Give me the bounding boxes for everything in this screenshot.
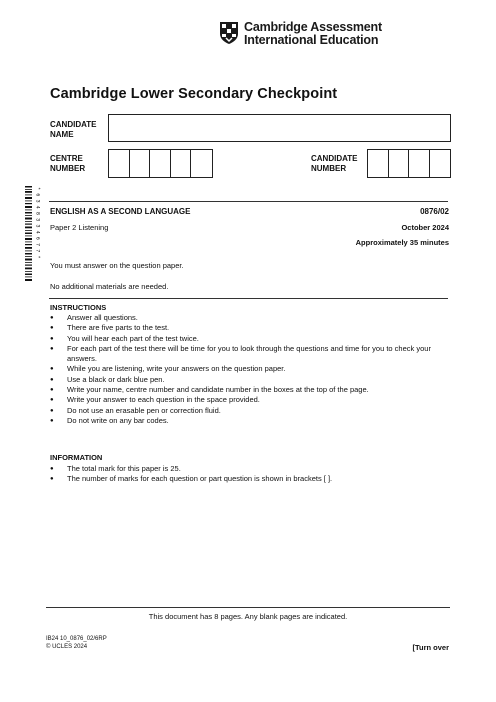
barcode-number: * 6 3 4 8 3 3 4 6 7 7 * — [34, 187, 41, 259]
document-ref: IB24 10_0876_02/6RP — [46, 636, 107, 642]
information-list — [50, 464, 435, 485]
centre-number-label: CENTRE NUMBER — [50, 154, 86, 173]
instruction-item: ● Do not write on any bar codes. — [50, 416, 435, 426]
divider-footer — [46, 607, 450, 608]
logo-line-1: Cambridge Assessment — [244, 20, 382, 34]
centre-number-boxes[interactable] — [108, 149, 213, 178]
information-item: ● The number of marks for each question or part question is shown in brackets [ ]. — [50, 474, 435, 484]
centre-number-box[interactable] — [130, 150, 151, 177]
answer-on-paper-note: You must answer on the question paper. — [50, 261, 184, 270]
instruction-item: ● There are five parts to the test. — [50, 323, 435, 333]
copyright: © UCLES 2024 — [46, 644, 88, 650]
centre-number-box[interactable] — [150, 150, 171, 177]
candidate-number-label: CANDIDATE NUMBER — [311, 154, 358, 173]
centre-number-box[interactable] — [191, 150, 212, 177]
instruction-item: ● For each part of the test there will be time for you to look through the questions and time for you to check your answers. — [50, 344, 435, 365]
divider-instructions — [49, 298, 448, 299]
information-heading: INFORMATION — [50, 453, 103, 462]
exam-session: October 2024 — [401, 223, 449, 232]
instruction-item: ● While you are listening, write your answers on the question paper. — [50, 364, 435, 374]
candidate-number-box[interactable] — [368, 150, 389, 177]
pages-note: This document has 8 pages. Any blank pages are indicated. — [148, 612, 348, 621]
instruction-item: ● Write your name, centre number and candidate number in the boxes at the top of the page. — [50, 385, 435, 395]
candidate-name-label: CANDIDATE NAME — [50, 120, 97, 139]
centre-number-box[interactable] — [109, 150, 130, 177]
information-item: ● The total mark for this paper is 25. — [50, 464, 435, 474]
cambridge-logo — [219, 21, 382, 47]
shield-crest-icon — [219, 21, 239, 45]
logo-line-2: International Education — [244, 33, 379, 47]
turn-over: [Turn over — [412, 643, 449, 652]
instruction-item: ● Use a black or dark blue pen. — [50, 375, 435, 385]
candidate-name-field[interactable] — [108, 114, 451, 142]
paper-name: Paper 2 Listening — [50, 223, 109, 232]
page-title: Cambridge Lower Secondary Checkpoint — [50, 86, 338, 102]
candidate-number-box[interactable] — [430, 150, 450, 177]
instruction-item: ● You will hear each part of the test twice. — [50, 334, 435, 344]
candidate-number-box[interactable] — [389, 150, 410, 177]
instruction-item: ● Answer all questions. — [50, 313, 435, 323]
instruction-item: ● Do not use an erasable pen or correction fluid. — [50, 406, 435, 416]
barcode — [25, 186, 41, 282]
instructions-list — [50, 313, 435, 426]
subject-title: ENGLISH AS A SECOND LANGUAGE — [50, 207, 191, 216]
candidate-number-box[interactable] — [409, 150, 430, 177]
centre-number-box[interactable] — [171, 150, 192, 177]
paper-code: 0876/02 — [420, 207, 449, 216]
instructions-heading: INSTRUCTIONS — [50, 303, 107, 312]
divider-top — [49, 201, 448, 202]
no-materials-note: No additional materials are needed. — [50, 282, 169, 291]
exam-duration: Approximately 35 minutes — [355, 238, 449, 247]
instruction-item: ● Write your answer to each question in the space provided. — [50, 395, 435, 405]
candidate-number-boxes[interactable] — [367, 149, 451, 178]
